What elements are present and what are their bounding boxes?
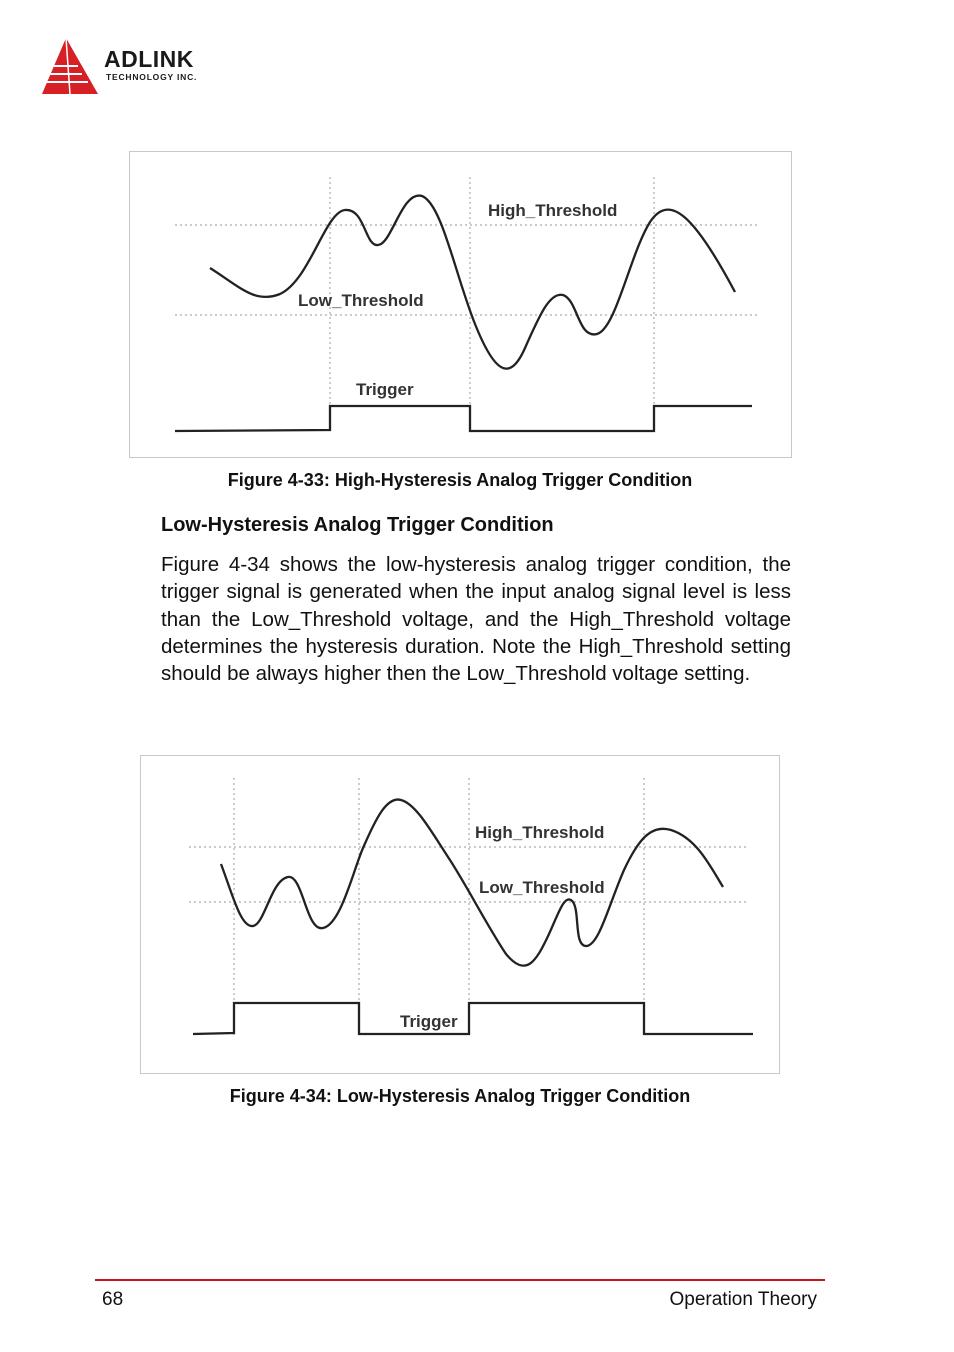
logo-subtitle: TECHNOLOGY INC. — [106, 72, 198, 82]
low-threshold-label: Low_Threshold — [479, 878, 605, 897]
high-hysteresis-diagram — [130, 152, 790, 456]
low-threshold-label: Low_Threshold — [298, 291, 424, 310]
figure-low-hysteresis — [140, 755, 780, 1074]
trigger-waveform — [175, 406, 752, 431]
analog-signal-curve — [221, 800, 723, 966]
trigger-waveform — [193, 1003, 753, 1034]
high-threshold-label: High_Threshold — [475, 823, 605, 842]
footer-rule — [95, 1279, 825, 1281]
trigger-label: Trigger — [356, 380, 414, 399]
analog-signal-curve — [210, 196, 735, 369]
high-threshold-label: High_Threshold — [488, 201, 618, 220]
logo-wordmark: ADLINK — [104, 46, 194, 72]
figure-caption: Figure 4-33: High-Hysteresis Analog Trigger Condition — [227, 470, 693, 490]
body-paragraph: Figure 4-34 shows the low-hysteresis analog trigger condition, the trigger signal is generated when the input analog signal level is less than the Low_Threshold voltage, and the High_Threshold voltage determines the hysteresis duration. Note the High_Threshold setting should be always higher then the Low_Threshold voltage setting. — [161, 553, 791, 686]
trigger-label: Trigger — [400, 1012, 458, 1031]
adlink-pyramid-icon — [40, 36, 104, 98]
company-logo — [40, 36, 240, 98]
footer-section-title: Operation Theory — [669, 1289, 817, 1310]
section-heading: Low-Hysteresis Analog Trigger Condition — [161, 514, 554, 536]
page-number: 68 — [102, 1289, 124, 1310]
figure-high-hysteresis — [129, 151, 792, 458]
figure-caption: Figure 4-34: Low-Hysteresis Analog Trigger Condition — [229, 1086, 691, 1106]
low-hysteresis-diagram — [141, 756, 778, 1072]
